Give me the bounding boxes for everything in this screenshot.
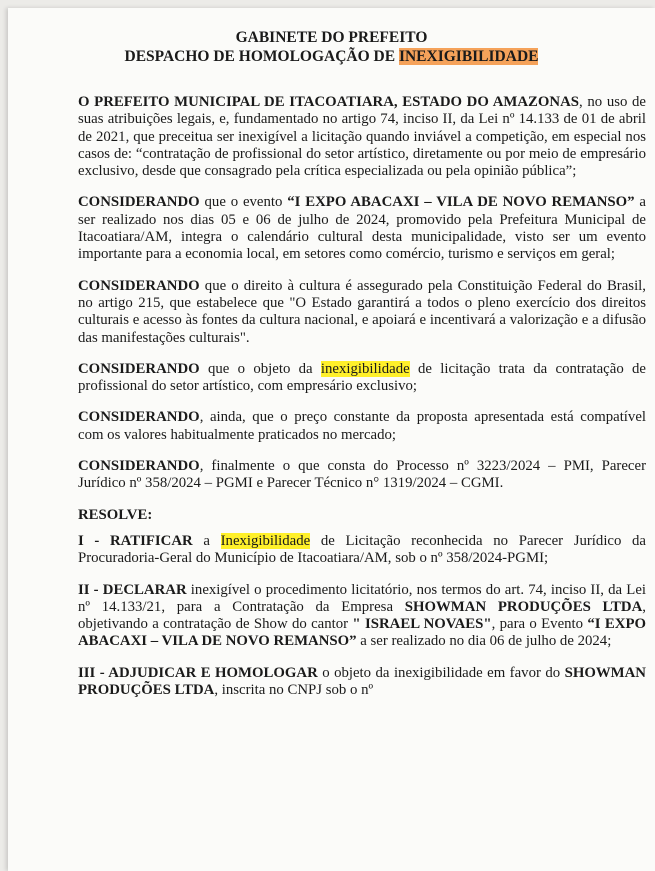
considerando-keyword: CONSIDERANDO (78, 360, 200, 377)
resolution-item-1 (78, 533, 646, 568)
considerando-paragraph-1 (78, 194, 646, 263)
resolution-item-3 (78, 665, 646, 700)
resolve-keyword: RESOLVE: (78, 506, 153, 523)
paragraph-text: que o evento (199, 194, 288, 211)
highlighted-term: INEXIGIBILIDADE (398, 48, 539, 65)
paragraph-text: o objeto da inexigibilidade em favor do (317, 664, 565, 681)
preamble-text: , no uso de suas atribuições legais, e, fundamentado no artigo 74, inciso II, da Lei nº 14.133 de 01 de abril de 2021, que preceitua ser inexigível a licitação quando inviável a competição, em especial nos casos de: “contratação de profissional do setor artístico, diretamente ou por meio de empresário exclusivo, desde que consagrado pela crítica especializada ou pela opinião pública”; (78, 94, 646, 180)
paragraph-text: , finalmente o que consta do Processo nº 3223/2024 – PMI, Parecer Jurídico nº 358/2024 – PGMI e Parecer Técnico n° 1319/2024 – CGMI. (78, 458, 646, 492)
paragraph-text: , para o Evento (491, 616, 588, 633)
event-name: “I EXPO ABACAXI – VILA DE NOVO REMANSO” (287, 194, 635, 211)
event-name: “I EXPO ABACAXI – VILA DE NOVO REMANSO” (78, 616, 647, 650)
paragraph-text: a (192, 532, 221, 549)
document-page (8, 8, 655, 871)
paragraph-text: que o objeto da (199, 360, 321, 377)
paragraph-text: de Licitação reconhecida no Parecer Jurídico da Procuradoria-Geral do Município de Itacoatiara/AM, sob o nº 358/2024-PGMI; (78, 532, 647, 567)
considerando-keyword: CONSIDERANDO (78, 458, 200, 475)
considerando-paragraph-4 (78, 409, 646, 444)
document-title (8, 47, 655, 66)
considerando-paragraph-5 (78, 458, 646, 493)
highlighted-term: inexigibilidade (320, 360, 410, 377)
highlighted-term: Inexigibilidade (220, 532, 311, 549)
considerando-keyword: CONSIDERANDO (78, 194, 200, 211)
paragraph-text: que o direito à cultura é assegurado pela Constituição Federal do Brasil, no artigo 215, que estabelece que "O Estado garantirá a todos o pleno exercício dos direitos culturais e acesso às fontes da cultura nacional, e apoiará e incentivará a valorização e a difusão das manifestações culturais". (78, 277, 646, 346)
authority-name: O PREFEITO MUNICIPAL DE ITACOATIARA, ESTADO DO AMAZONAS (78, 94, 580, 110)
paragraph-text: a ser realizado no dia 06 de julho de 2024; (356, 633, 612, 650)
paragraph-text: , inscrita no CNPJ sob o nº (214, 682, 374, 699)
document-header (8, 28, 655, 66)
considerando-keyword: CONSIDERANDO (78, 409, 200, 426)
resolve-heading (78, 507, 646, 524)
paragraph-text: de licitação trata da contratação de profissional do setor artístico, com empresário exclusivo; (78, 360, 646, 395)
singer-name: " ISRAEL NOVAES" (352, 616, 492, 633)
company-name: SHOWMAN PRODUÇÕES LTDA (404, 598, 643, 615)
resolution-item-2 (78, 582, 646, 651)
office-title: GABINETE DO PREFEITO (235, 29, 428, 46)
document-title-text: DESPACHO DE HOMOLOGAÇÃO DE (124, 48, 399, 65)
item-keyword: III - ADJUDICAR E HOMOLOGAR (78, 664, 318, 681)
paragraph-text: , ainda, que o preço constante da proposta apresentada está compatível com os valores habitualmente praticados no mercado; (78, 409, 646, 443)
document-body (78, 94, 646, 713)
considerando-paragraph-2 (78, 278, 646, 347)
company-name: SHOWMAN PRODUÇÕES LTDA (78, 664, 646, 699)
item-keyword: II - DECLARAR (78, 581, 187, 598)
paragraph-text: a ser realizado nos dias 05 e 06 de julho de 2024, promovido pela Prefeitura Municipal de Itacoatiara/AM, integra o calendário cultural desta municipalidade, visto ser um evento importante para a economia local, em setores como comércio, turismo e serviços em geral; (78, 194, 646, 263)
considerando-paragraph-3 (78, 361, 646, 396)
item-keyword: I - RATIFICAR (78, 532, 193, 549)
paragraph-text: , objetivando a contratação de Show do cantor (78, 598, 646, 633)
preamble-paragraph (78, 94, 646, 180)
considerando-keyword: CONSIDERANDO (78, 277, 200, 294)
paragraph-text: inexigível o procedimento licitatório, nos termos do art. 74, inciso II, da Lei nº 14.133/21, para a Contratação da Empresa (78, 581, 646, 615)
